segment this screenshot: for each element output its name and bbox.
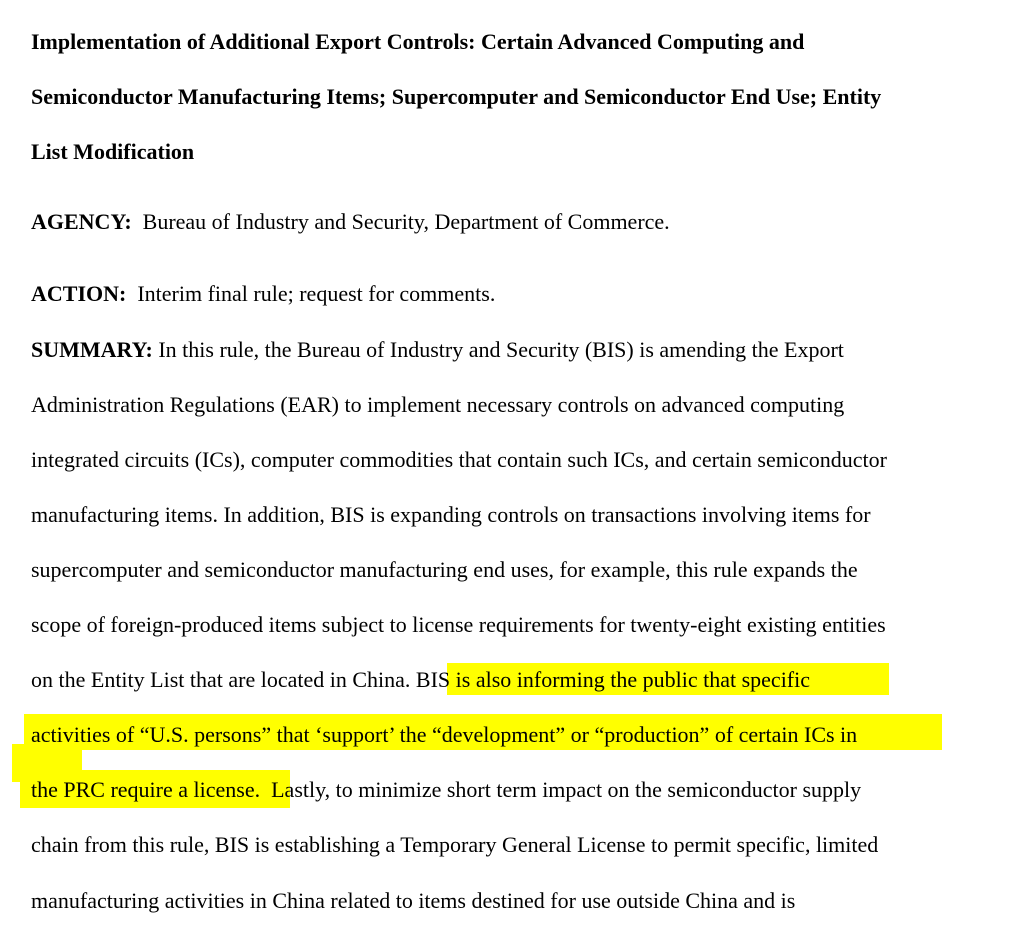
document-title-line-2: Semiconductor Manufacturing Items; Supercomputer and Semiconductor End Use; Entity [31, 84, 882, 109]
summary-text-7-plain: on the Entity List that are located in China. [31, 667, 411, 692]
summary-line-1 [31, 337, 844, 363]
summary-line-6: scope of foreign-produced items subject to license requirements for twenty-eight existing entities [31, 612, 886, 637]
summary-line-9 [31, 777, 861, 803]
action-label: ACTION: [31, 281, 127, 306]
summary-line-3: integrated circuits (ICs), computer commodities that contain such ICs, and certain semiconductor [31, 447, 887, 472]
agency-label: AGENCY: [31, 209, 132, 234]
summary-line-10: chain from this rule, BIS is establishing a Temporary General License to permit specific, limited [31, 832, 879, 857]
action-text: Interim final rule; request for comments. [137, 281, 496, 306]
summary-line-7 [31, 667, 810, 693]
summary-line-4: manufacturing items. In addition, BIS is expanding controls on transactions involving items for [31, 502, 871, 527]
summary-label: SUMMARY: [31, 337, 153, 362]
document-title-line-3: List Modification [31, 139, 195, 164]
summary-text-9-highlighted: the PRC require a license. [31, 777, 261, 802]
action-line [31, 281, 495, 307]
summary-line-11: manufacturing activities in China related to items destined for use outside China and is [31, 888, 796, 913]
agency-text: Bureau of Industry and Security, Department of Commerce. [142, 209, 670, 234]
summary-text-7-highlighted: BIS is also informing the public that specific [415, 667, 811, 692]
summary-line-2: Administration Regulations (EAR) to implement necessary controls on advanced computing [31, 392, 845, 417]
summary-line-8-highlighted: activities of “U.S. persons” that ‘support’ the “development” or “production” of certain ICs in [31, 722, 858, 747]
summary-text-1: In this rule, the Bureau of Industry and Security (BIS) is amending the Export [158, 337, 844, 362]
summary-line-5: supercomputer and semiconductor manufacturing end uses, for example, this rule expands the [31, 557, 858, 582]
document-title-line-1: Implementation of Additional Export Controls: Certain Advanced Computing and [31, 29, 805, 54]
agency-line [31, 209, 670, 235]
summary-text-9-plain: Lastly, to minimize short term impact on the semiconductor supply [271, 777, 862, 802]
